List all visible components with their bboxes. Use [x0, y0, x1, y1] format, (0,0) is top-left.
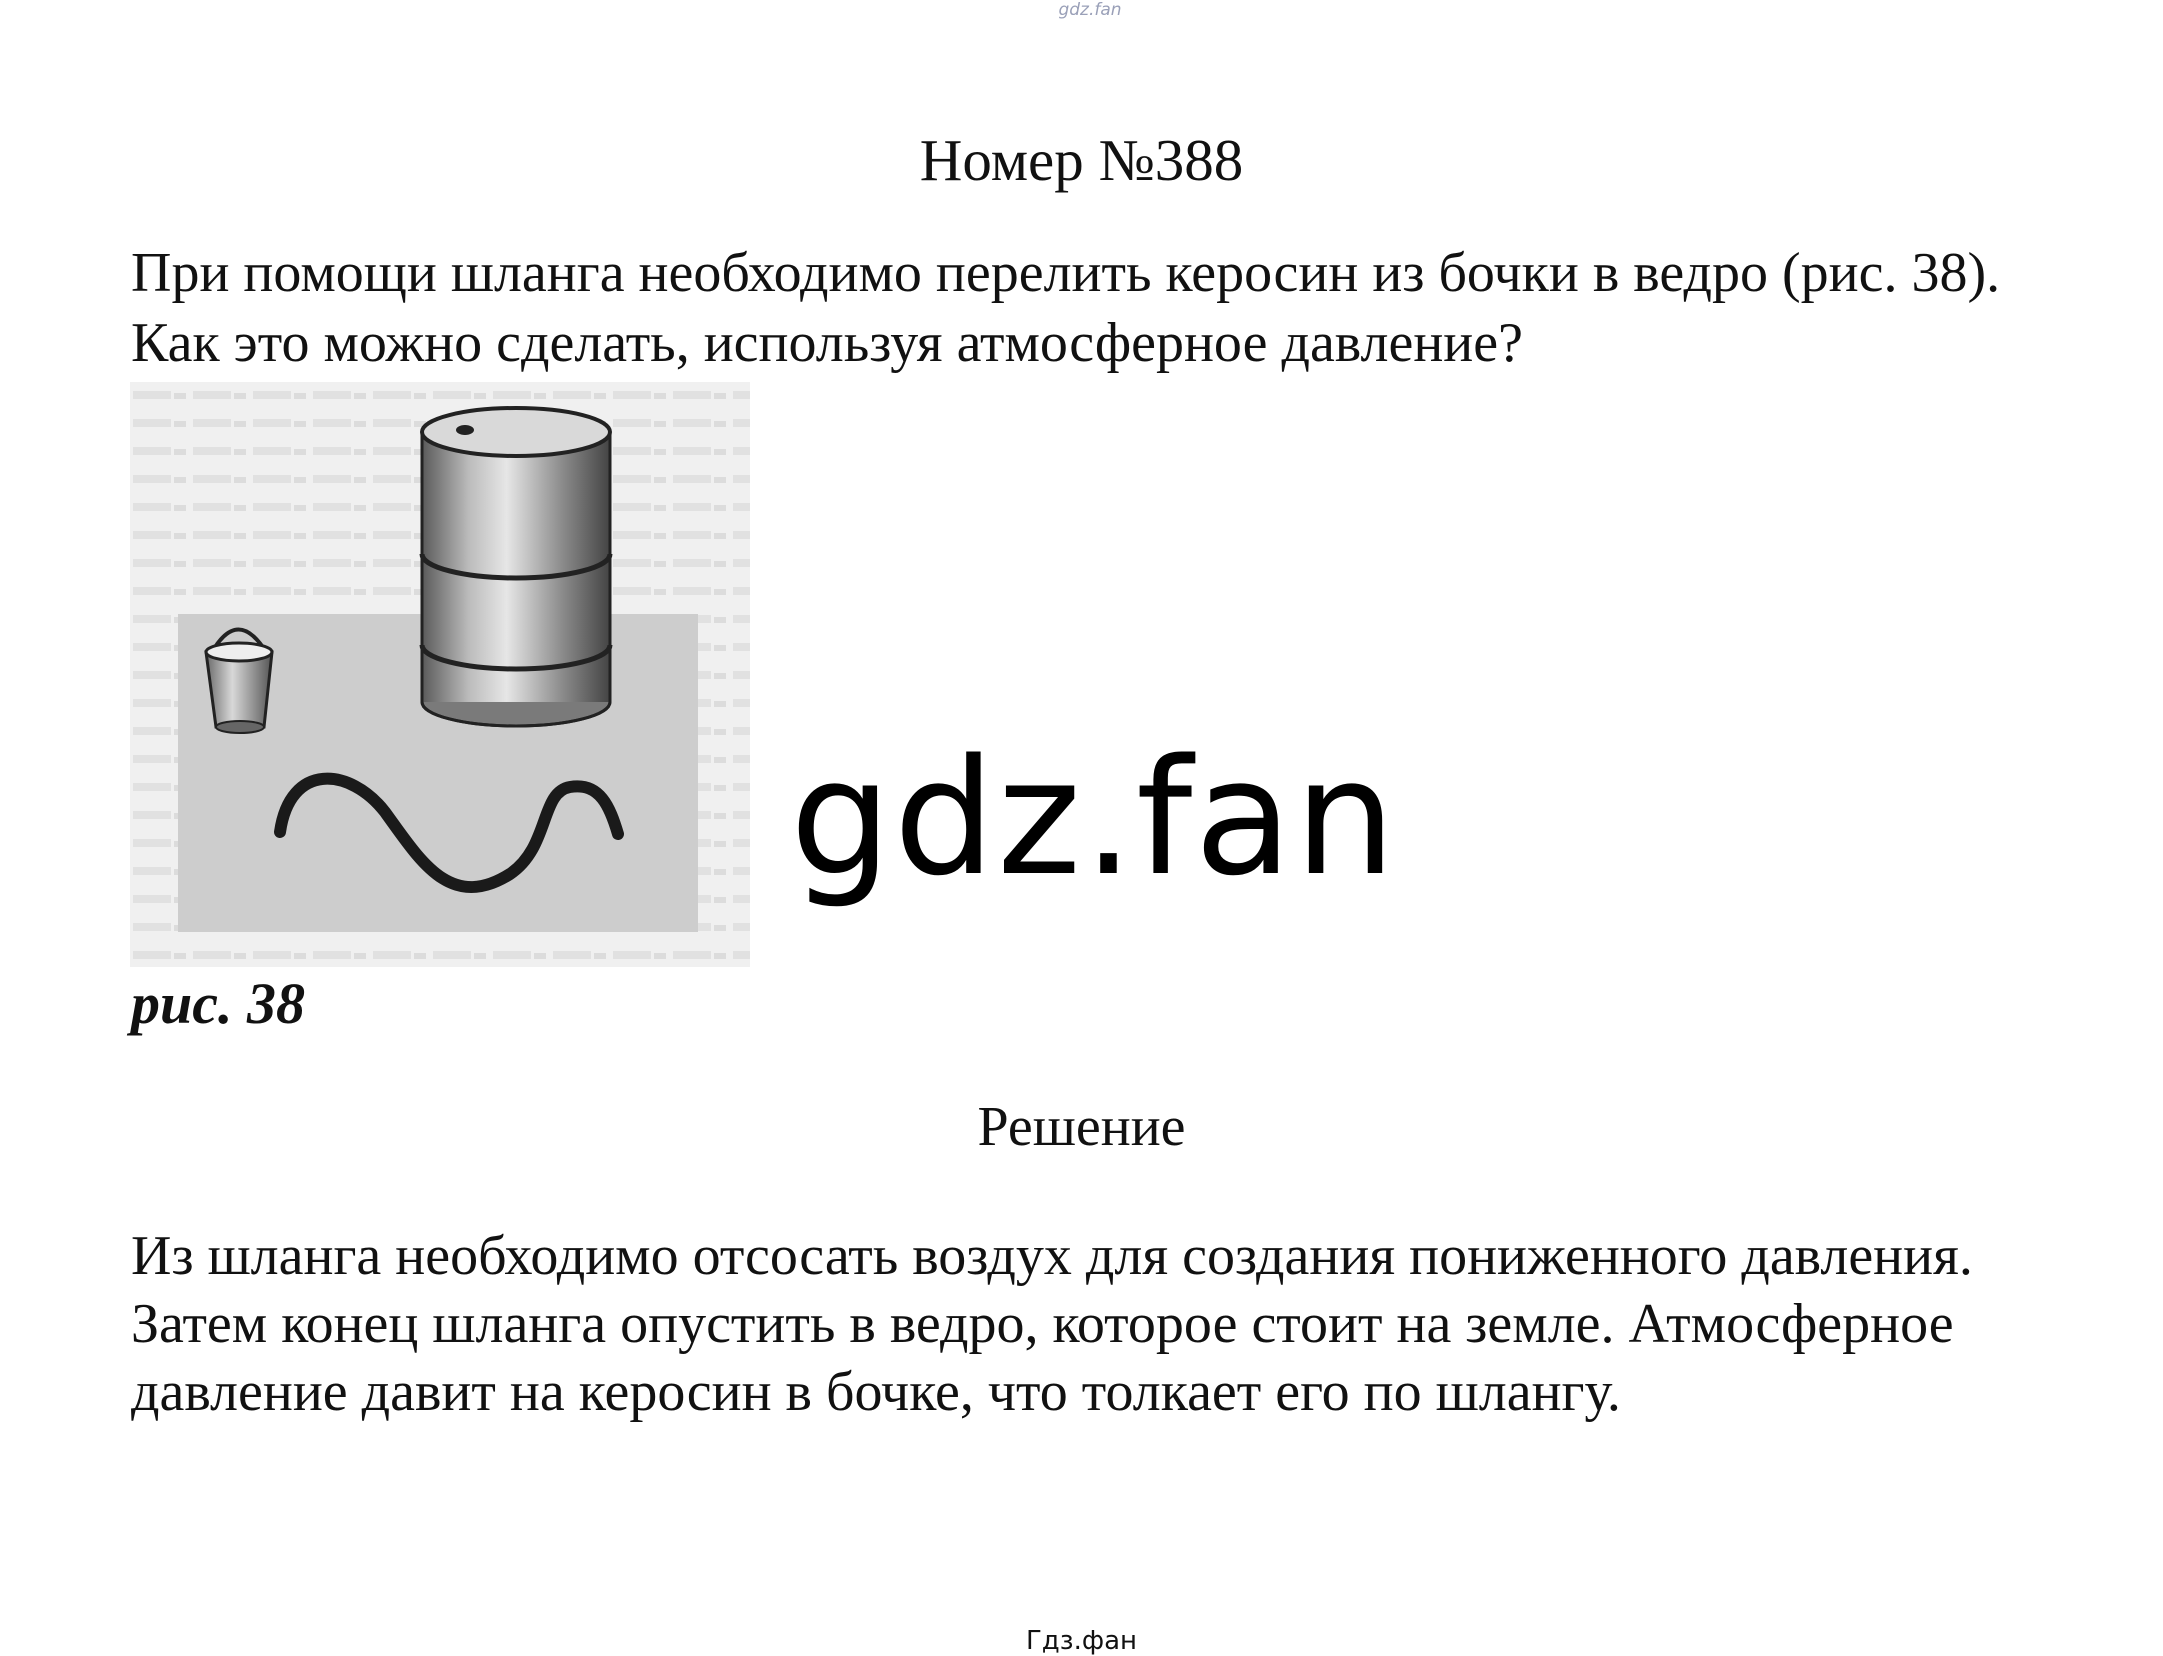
bucket-icon [206, 630, 272, 734]
barrel-icon [422, 408, 610, 726]
page-title: Номер №388 [919, 127, 1244, 193]
figure-caption: рис. 38 [131, 971, 305, 1036]
barrel-bucket-hose-drawing [130, 382, 750, 967]
top-watermark: gdz.fan [1058, 0, 1122, 20]
center-watermark: gdz.fan [790, 724, 1398, 911]
figure-38-illustration [130, 382, 750, 967]
solution-text: Из шланга необходимо отсосать воздух для создания пониженного давления. Затем конец шланга опустить в ведро, которое стоит на земле. Атмосферное давление давит на керосин в бочке, что толкает его по шлангу. [131, 1225, 1973, 1423]
bottom-watermark: Гдз.фан [1025, 1626, 1138, 1656]
solution-heading: Решение [977, 1096, 1186, 1158]
task-text: При помощи шланга необходимо перелить керосин из бочки в ведро (рис. 38). Как это можно сделать, используя атмосферное давление? [131, 242, 2001, 374]
